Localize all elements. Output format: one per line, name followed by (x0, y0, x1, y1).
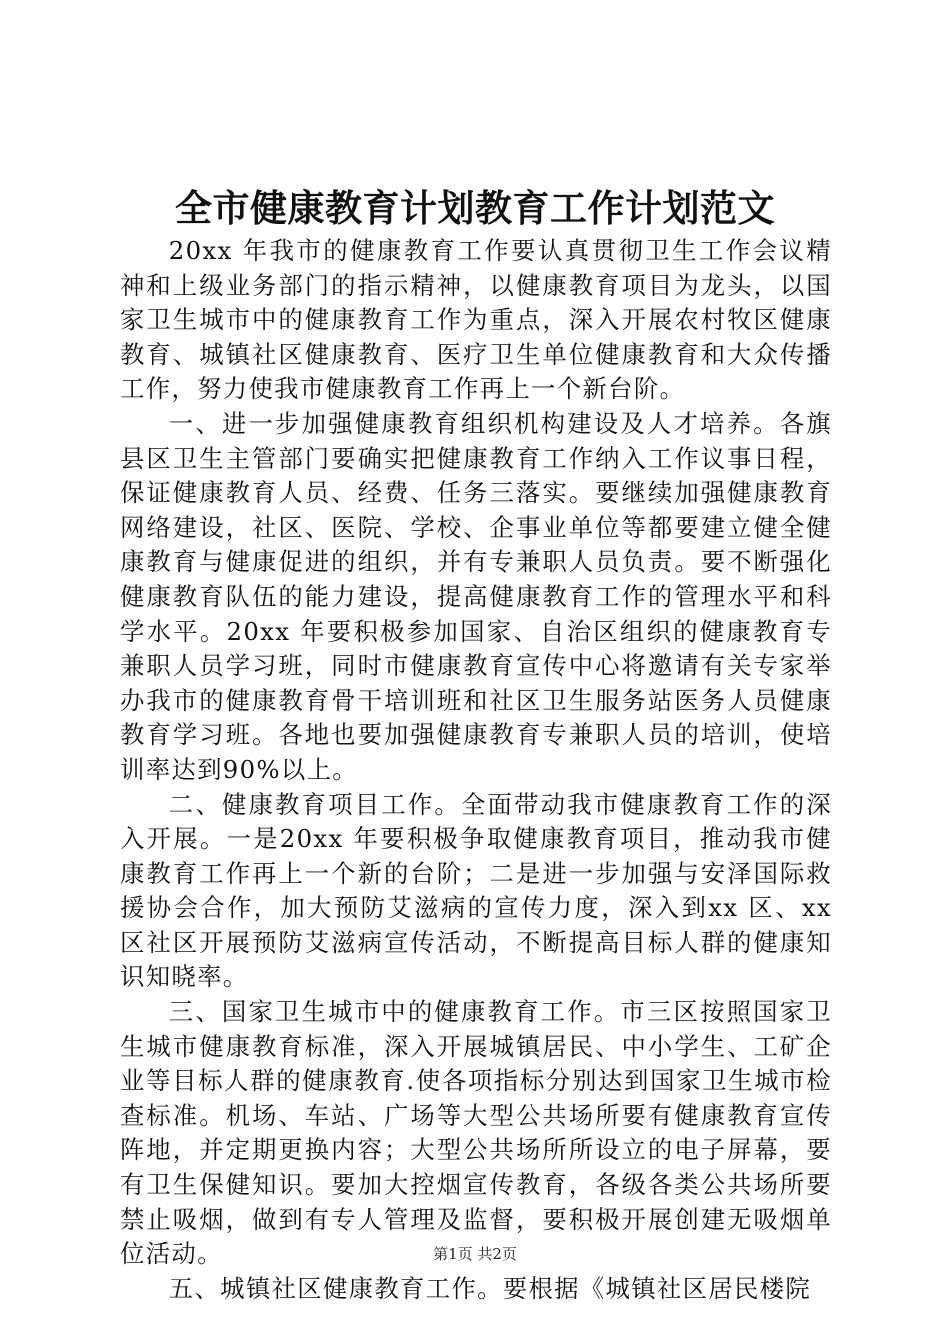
page-footer: 第1页 共2页 (433, 1245, 517, 1263)
document-body (120, 234, 832, 1306)
paragraph-section-1: 一、进一步加强健康教育组织机构建设及人才培养。各旗县区卫生主管部门要确实把健康教育工作纳入工作议事日程，保证健康教育人员、经费、任务三落实。要继续加强健康教育网络建设，社区、医院、学校、企事业单位等都要建立健全健康教育与健康促进的组织，并有专兼职人员负责。要不断强化健康教育队伍的能力建设，提高健康教育工作的管理水平和科学水平。20xx 年要积极参加国家、自治区组织的健康教育专兼职人员学习班，同时市健康教育宣传中心将邀请有关专家举办我市的健康教育骨干培训班和社区卫生服务站医务人员健康教育学习班。各地也要加强健康教育专兼职人员的培训，使培训率达到90%以上。 (120, 408, 832, 784)
document-title: 全市健康教育计划教育工作计划范文 (175, 186, 775, 230)
paragraph-intro: 20xx 年我市的健康教育工作要认真贯彻卫生工作会议精神和上级业务部门的指示精神，以健康教育项目为龙头，以国家卫生城市中的健康教育工作为重点，深入开展农村牧区健康教育、城镇社区健康教育、医疗卫生单位健康教育和大众传播工作，努力使我市健康教育工作再上一个新台阶。 (120, 236, 832, 404)
paragraph-section-5: 五、城镇社区健康教育工作。要根据《城镇社区居民楼院 (168, 1273, 812, 1303)
paragraph-section-3: 三、国家卫生城市中的健康教育工作。市三区按照国家卫生城市健康教育标准，深入开展城镇居民、中小学生、工矿企业等目标人群的健康教育.使各项指标分别达到国家卫生城市检查标准。机场、车站、广场等大型公共场所要有健康教育宣传阵地，并定期更换内容；大型公共场所所设立的电子屏幕，要有卫生保健知识。要加大控烟宣传教育，各级各类公共场所要禁止吸烟，做到有专人管理及监督，要积极开展创建无吸烟单位活动。 (120, 997, 832, 1269)
paragraph-section-2: 二、健康教育项目工作。全面带动我市健康教育工作的深入开展。一是20xx 年要积极争取健康教育项目，推动我市健康教育工作再上一个新的台阶；二是进一步加强与安泽国际救援协会合作，加大预防艾滋病的宣传力度，深入到xx 区、xx 区社区开展预防艾滋病宣传活动，不断提高目标人群的健康知识知晓率。 (120, 789, 832, 992)
